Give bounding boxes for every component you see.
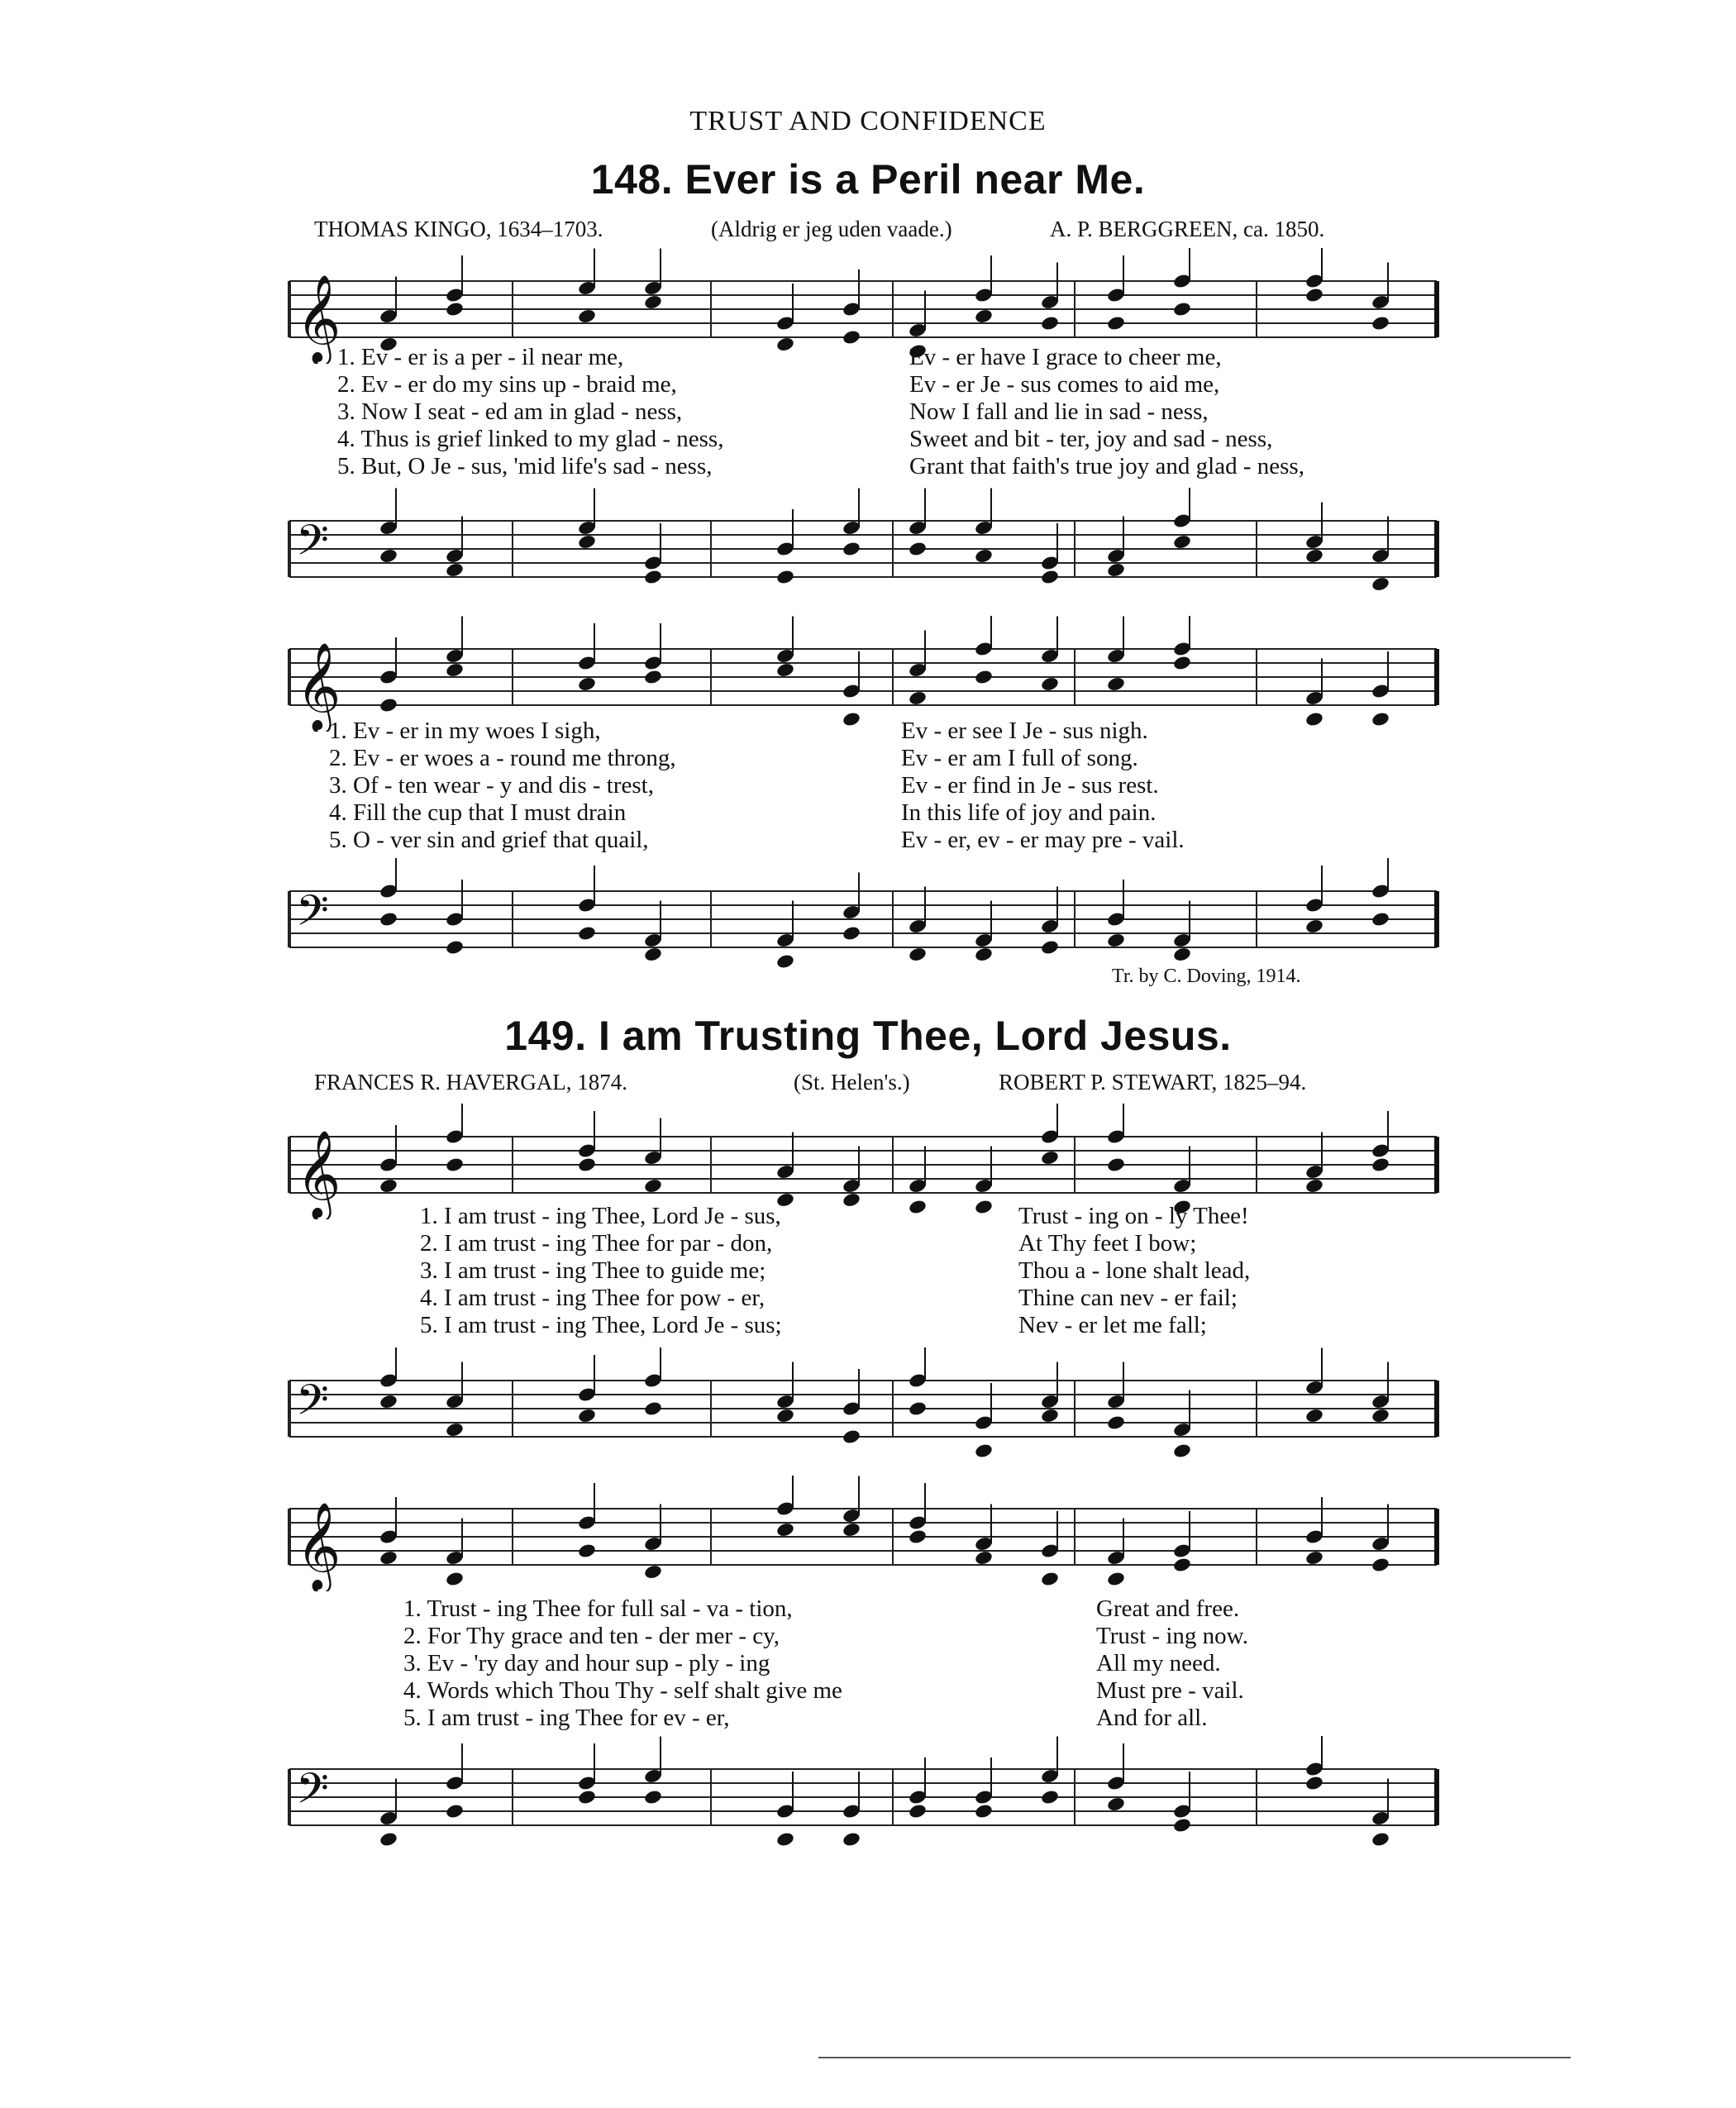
verse-line: 5. I am trust - ing Thee for ev - er, And for all. <box>403 1705 1208 1731</box>
notehead <box>379 1831 398 1848</box>
notehead <box>1040 315 1060 331</box>
notehead <box>974 669 994 685</box>
notehead <box>1172 1557 1192 1573</box>
notehead <box>379 1394 398 1410</box>
notehead <box>379 1178 398 1195</box>
verse-line: 1. Ev - er in my woes I sigh, Ev - er see I Je - sus nigh. <box>329 718 1148 744</box>
notehead <box>643 1789 663 1805</box>
notehead <box>842 329 861 346</box>
verse-line: 3. Ev - 'ry day and hour sup - ply - ing All my need. <box>403 1650 1221 1676</box>
notehead <box>445 939 465 956</box>
hymn-149-author: FRANCES R. HAVERGAL, 1874. <box>314 1070 628 1095</box>
notehead <box>577 1408 597 1424</box>
notehead <box>577 1789 597 1805</box>
notehead <box>1172 947 1192 963</box>
notehead <box>1040 939 1060 956</box>
notehead <box>974 947 994 963</box>
notehead <box>1040 676 1060 693</box>
notehead <box>1304 918 1324 935</box>
notehead <box>842 1831 861 1848</box>
hymn-149-stanza-a <box>0 1203 1736 1352</box>
notehead <box>1371 1831 1390 1848</box>
notehead <box>842 925 861 942</box>
notehead <box>1371 1408 1390 1424</box>
notehead <box>643 569 663 585</box>
notehead <box>908 690 928 707</box>
notehead <box>1371 911 1390 928</box>
verse-line: 1. Trust - ing Thee for full sal - va - tion, Great and free. <box>403 1595 1240 1622</box>
svg-text:𝄞: 𝄞 <box>296 1129 341 1218</box>
notehead <box>775 569 795 585</box>
hymn-149-credits <box>0 1070 1736 1098</box>
verse-line: 4. I am trust - ing Thee for pow - er, Thine can nev - er fail; <box>420 1285 1238 1311</box>
verse-line: 3. I am trust - ing Thee to guide me; Thou a - lone shalt lead, <box>420 1257 1251 1284</box>
notehead <box>1304 1178 1324 1195</box>
notehead <box>577 676 597 693</box>
verse-line: 2. I am trust - ing Thee for par - don, At Thy feet I bow; <box>420 1230 1197 1257</box>
svg-text:𝄢: 𝄢 <box>296 1763 329 1824</box>
notehead <box>643 1400 663 1417</box>
verse-line: 5. O - ver sin and grief that quail, Ev - er, ev - er may pre - vail. <box>329 827 1185 853</box>
notehead <box>1172 534 1192 551</box>
notehead <box>1371 315 1390 331</box>
svg-text:𝄞: 𝄞 <box>296 1501 341 1590</box>
hymn-149-system-1-treble-staff <box>0 1104 1736 1219</box>
notehead <box>908 1400 928 1417</box>
notehead <box>1040 569 1060 585</box>
verse-line: 2. For Thy grace and ten - der mer - cy, Trust - ing now. <box>403 1623 1248 1649</box>
notehead <box>445 1571 465 1587</box>
notehead <box>1106 1796 1126 1813</box>
hymn-148-stanza-a <box>0 344 1736 493</box>
notehead <box>1106 676 1126 693</box>
notehead <box>974 1443 994 1459</box>
notehead <box>1106 1414 1126 1431</box>
notehead <box>1106 1571 1126 1587</box>
hymn-148-title: 148. Ever is a Peril near Me. <box>590 156 1146 203</box>
notehead <box>577 1157 597 1173</box>
notehead <box>974 308 994 325</box>
notehead <box>1040 1571 1060 1587</box>
notehead <box>775 953 795 970</box>
notehead <box>1172 1443 1192 1459</box>
notehead <box>1304 1775 1324 1791</box>
notehead <box>643 294 663 311</box>
hymn-148-system-2-treble-staff <box>0 616 1736 732</box>
verse-line: 4. Words which Thou Thy - self shalt give me Must pre - vail. <box>403 1677 1244 1704</box>
notehead <box>908 1803 928 1819</box>
notehead <box>445 1157 465 1173</box>
notehead <box>842 541 861 557</box>
verse-line: 1. I am trust - ing Thee, Lord Je - sus, Trust - ing on - ly Thee! <box>420 1203 1249 1229</box>
notehead <box>1172 655 1192 671</box>
notehead <box>577 308 597 325</box>
notehead <box>908 541 928 557</box>
svg-text:𝄞: 𝄞 <box>296 641 341 730</box>
verse-line: 3. Of - ten wear - y and dis - trest, Ev - er find in Je - sus rest. <box>329 772 1159 799</box>
hymn-149-composer: ROBERT P. STEWART, 1825–94. <box>999 1070 1307 1095</box>
notehead <box>1106 1157 1126 1173</box>
notehead <box>577 1543 597 1559</box>
notehead <box>974 1550 994 1567</box>
notehead <box>908 1529 928 1545</box>
verse-line: 2. Ev - er do my sins up - braid me, Ev - er Je - sus comes to aid me, <box>337 371 1220 398</box>
notehead <box>379 1550 398 1567</box>
notehead <box>643 669 663 685</box>
notehead <box>775 1522 795 1538</box>
verse-line: 5. I am trust - ing Thee, Lord Je - sus; Nev - er let me fall; <box>420 1312 1207 1338</box>
hymn-148-tune-note: (Aldrig er jeg uden vaade.) <box>711 217 952 241</box>
notehead <box>1106 562 1126 579</box>
notehead <box>643 1178 663 1195</box>
notehead <box>445 1422 465 1438</box>
notehead <box>445 1803 465 1819</box>
notehead <box>379 911 398 928</box>
notehead <box>1172 301 1192 317</box>
notehead <box>1304 287 1324 303</box>
footer-rule <box>818 2057 1571 2058</box>
notehead <box>842 1522 861 1538</box>
notehead <box>1371 1557 1390 1573</box>
notehead <box>908 947 928 963</box>
svg-text:𝄞: 𝄞 <box>296 274 341 362</box>
hymn-148-author: THOMAS KINGO, 1634–1703. <box>314 217 603 241</box>
verse-line: 4. Thus is grief linked to my glad - ness, Sweet and bit - ter, joy and sad - ness, <box>337 426 1273 452</box>
notehead <box>577 534 597 551</box>
notehead <box>1172 1817 1192 1834</box>
notehead <box>379 697 398 713</box>
verse-line: 4. Fill the cup that I must drain In this life of joy and pain. <box>329 799 1157 826</box>
svg-text:𝄢: 𝄢 <box>296 515 329 575</box>
verse-line: 1. Ev - er is a per - il near me, Ev - er have I grace to cheer me, <box>337 344 1222 370</box>
notehead <box>1040 1150 1060 1166</box>
hymn-149-system-1-bass-staff <box>0 1347 1736 1463</box>
notehead <box>1304 1408 1324 1424</box>
notehead <box>1371 1157 1390 1173</box>
hymn-148-credits <box>0 217 1736 245</box>
notehead <box>842 1428 861 1445</box>
verse-line: 3. Now I seat - ed am in glad - ness, Now I fall and lie in sad - ness, <box>337 398 1209 425</box>
hymn-148-translator: Tr. by C. Doving, 1914. <box>1112 966 1301 987</box>
notehead <box>1106 315 1126 331</box>
section-title: TRUST AND CONFIDENCE <box>689 106 1047 136</box>
hymn-149-stanza-b <box>0 1595 1736 1744</box>
notehead <box>1371 576 1390 593</box>
hymn-149-tune-note: (St. Helen's.) <box>794 1070 910 1095</box>
notehead <box>1106 932 1126 949</box>
notehead <box>643 1564 663 1581</box>
hymn-148-composer: A. P. BERGGREEN, ca. 1850. <box>1050 217 1325 241</box>
hymn-148-system-2-bass-staff <box>0 858 1736 974</box>
notehead <box>1304 548 1324 565</box>
notehead <box>1040 1408 1060 1424</box>
verse-line: 5. But, O Je - sus, 'mid life's sad - ness, Grant that faith's true joy and glad - ness, <box>337 453 1304 479</box>
notehead <box>974 548 994 565</box>
notehead <box>577 925 597 942</box>
svg-text:𝄢: 𝄢 <box>296 885 329 946</box>
notehead <box>775 1831 795 1848</box>
hymn-149-system-2-bass-staff <box>0 1736 1736 1852</box>
verse-line: 2. Ev - er woes a - round me throng, Ev - er am I full of song. <box>329 745 1138 771</box>
notehead <box>445 662 465 679</box>
notehead <box>974 1803 994 1819</box>
hymn-148-system-1-bass-staff <box>0 488 1736 603</box>
hymn-148-stanza-b <box>0 718 1736 866</box>
svg-text:𝄢: 𝄢 <box>296 1375 329 1435</box>
notehead <box>643 947 663 963</box>
hymn-149-system-2-treble-staff <box>0 1476 1736 1591</box>
notehead <box>1304 1550 1324 1567</box>
notehead <box>1040 1789 1060 1805</box>
hymn-149-title: 149. I am Trusting Thee, Lord Jesus. <box>504 1013 1232 1059</box>
notehead <box>775 1408 795 1424</box>
notehead <box>775 662 795 679</box>
notehead <box>379 548 398 565</box>
notehead <box>445 301 465 317</box>
notehead <box>445 562 465 579</box>
